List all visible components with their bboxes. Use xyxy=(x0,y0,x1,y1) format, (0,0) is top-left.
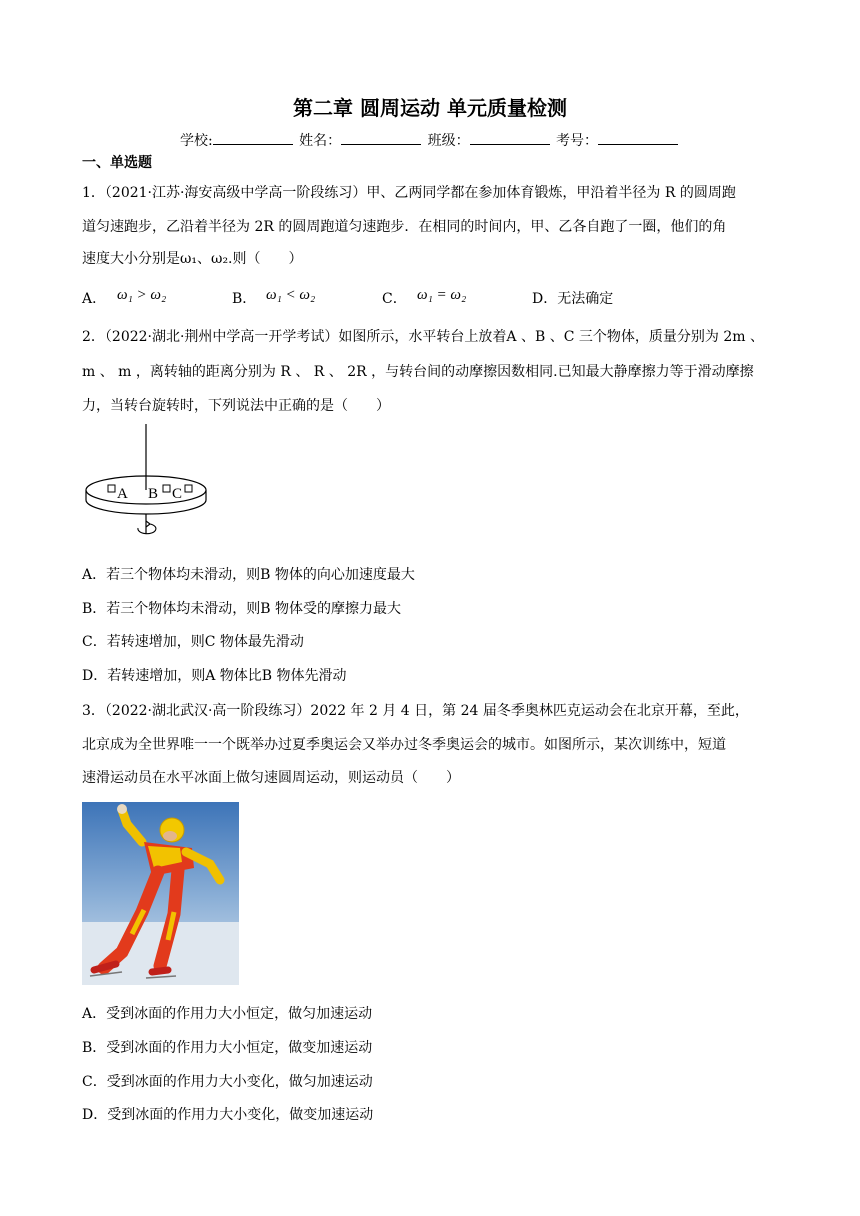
exam-number-label: 考号： xyxy=(556,133,599,149)
q2-line-2: m 、 m ，离转轴的距离分别为 R 、 R 、 2R ，与转台间的动摩擦因数相同.已知最大静摩擦力等于滑动摩擦 xyxy=(82,364,754,380)
q3-option-c: C．受到冰面的作用力大小变化，做匀加速运动 xyxy=(82,1074,373,1090)
exam-number-blank[interactable] xyxy=(598,131,678,145)
q1-option-b: ω₁ < ω₂ xyxy=(266,287,316,303)
speed-skater-photo xyxy=(82,802,239,985)
block-c xyxy=(185,485,192,492)
q3-line-1: 3．（2022·湖北武汉·高一阶段练习）2022 年 2 月 4 日，第 24 届冬季奥林匹克运动会在北京开幕，至此， xyxy=(82,703,749,719)
name-label: 姓名： xyxy=(299,133,342,149)
q3-line-2: 北京成为全世界唯一一个既举办过夏季奥运会又举办过冬季奥运会的城市。如图所示，某次训练中，短道 xyxy=(82,737,726,753)
page-title: 第二章 圆周运动 单元质量检测 xyxy=(293,96,567,120)
q3-line-3: 速滑运动员在水平冰面上做匀速圆周运动，则运动员（ ） xyxy=(82,770,460,786)
class-label: 班级： xyxy=(427,133,470,149)
block-b xyxy=(163,485,170,492)
q1-option-d: D．无法确定 xyxy=(532,291,614,307)
q1-option-c-label: C． xyxy=(382,291,407,307)
student-info-line xyxy=(0,130,860,150)
q1-option-a-label: A． xyxy=(82,291,107,307)
q3-option-a: A．受到冰面的作用力大小恒定，做匀加速运动 xyxy=(82,1006,373,1022)
school-blank[interactable] xyxy=(213,131,293,145)
q1-line-3: 速度大小分别是ω₁、ω₂.则（ ） xyxy=(82,251,303,267)
q1-option-b-label: B． xyxy=(232,291,257,307)
label-a: A xyxy=(117,486,128,502)
q1-line-2: 道匀速跑步，乙沿着半径为 2R 的圆周跑道匀速跑步．在相同的时间内，甲、乙各自跑了一圈，他们的角 xyxy=(82,219,727,235)
section-heading: 一、单选题 xyxy=(82,155,152,171)
q1-option-c: ω₁ = ω₂ xyxy=(417,287,467,303)
block-a xyxy=(108,485,115,492)
q2-option-a: A．若三个物体均未滑动，则B 物体的向心加速度最大 xyxy=(82,567,415,583)
q2-option-d: D．若转速增加，则A 物体比B 物体先滑动 xyxy=(82,668,347,684)
turntable-figure xyxy=(80,424,215,552)
q3-option-d: D．受到冰面的作用力大小变化，做变加速运动 xyxy=(82,1107,374,1123)
label-c: C xyxy=(172,486,183,502)
q2-line-3: 力，当转台旋转时，下列说法中正确的是（ ） xyxy=(82,398,390,414)
rotation-arrow-icon xyxy=(138,524,156,534)
q2-option-c: C．若转速增加，则C 物体最先滑动 xyxy=(82,634,304,650)
q1-line-1: 1．（2021·江苏·海安高级中学高一阶段练习）甲、乙两同学都在参加体育锻炼，甲沿着半径为 R 的圆周跑 xyxy=(82,185,736,201)
q2-option-b: B．若三个物体均未滑动，则B 物体受的摩擦力最大 xyxy=(82,601,402,617)
school-label: 学校: xyxy=(179,133,213,149)
q1-option-a: ω₁ > ω₂ xyxy=(117,287,167,303)
label-b: B xyxy=(148,486,159,502)
q3-option-b: B．受到冰面的作用力大小恒定，做变加速运动 xyxy=(82,1040,373,1056)
q2-line-1: 2．（2022·湖北·荆州中学高一开学考试）如图所示，水平转台上放着A 、B 、C 三个物体，质量分别为 2m 、 xyxy=(82,329,764,345)
class-blank[interactable] xyxy=(470,131,550,145)
name-blank[interactable] xyxy=(341,131,421,145)
